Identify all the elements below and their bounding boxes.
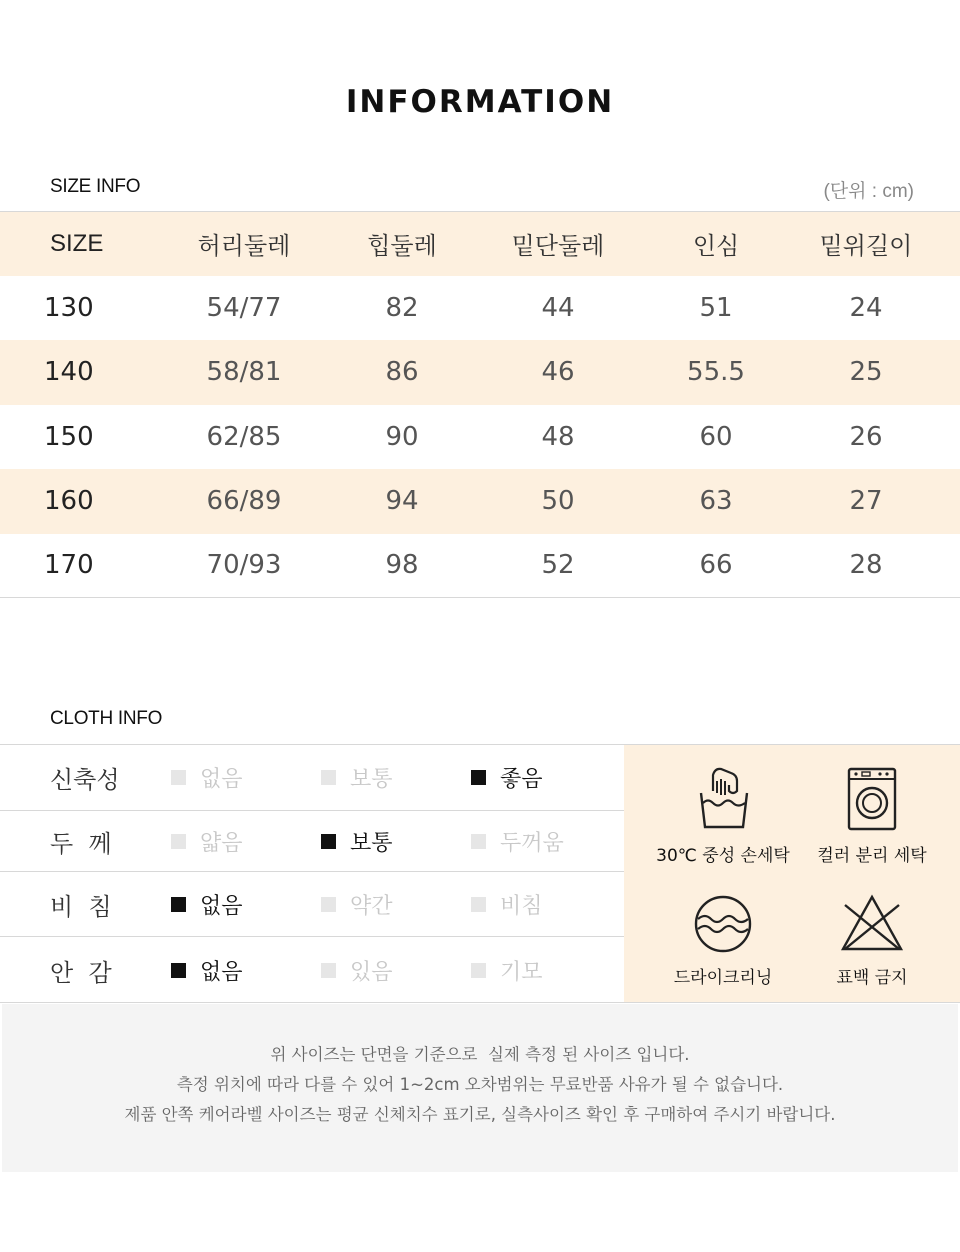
size-cell: 140	[44, 357, 94, 388]
cloth-row-sheerness	[0, 872, 624, 937]
care-item-dry-clean	[648, 895, 798, 988]
option-label: 약간	[350, 893, 393, 919]
cloth-row-label: 안 감	[50, 958, 112, 987]
table-row	[0, 276, 960, 341]
checkbox-square-icon	[471, 963, 486, 978]
inseam-cell: 55.5	[687, 357, 745, 388]
header-inseam: 인심	[692, 232, 740, 261]
note-line: 위 사이즈는 단면을 기준으로 실제 측정 된 사이즈 입니다.	[270, 1045, 690, 1064]
checkbox-square-icon	[471, 770, 486, 785]
hem-cell: 44	[541, 292, 575, 323]
option-item	[471, 937, 543, 1003]
hip-cell: 82	[385, 292, 419, 323]
hem-cell: 52	[541, 550, 575, 581]
care-item-hand-wash	[648, 765, 798, 866]
size-table	[0, 211, 960, 598]
page-title: INFORMATION	[345, 84, 615, 120]
hip-cell: 94	[385, 486, 419, 517]
size-cell: 160	[44, 486, 94, 517]
option-item-selected	[321, 811, 393, 871]
size-cell: 130	[44, 292, 94, 323]
option-label: 보통	[350, 767, 393, 792]
inseam-cell: 51	[699, 292, 733, 323]
unit-note: (단위 : cm)	[823, 181, 914, 202]
cloth-row-label: 비 침	[50, 892, 112, 921]
care-label: 표백 금지	[836, 968, 908, 988]
cloth-row-stretch	[0, 745, 624, 811]
table-row	[0, 405, 960, 470]
hip-cell: 90	[385, 421, 419, 452]
no-bleach-icon	[839, 893, 905, 953]
cloth-row-label: 신축성	[50, 766, 120, 794]
hem-cell: 48	[541, 421, 575, 452]
option-item-selected	[171, 937, 243, 1003]
waist-cell: 62/85	[206, 421, 282, 452]
hem-cell: 46	[541, 357, 575, 388]
cloth-row-label: 두 께	[50, 829, 112, 858]
option-item	[321, 872, 393, 936]
hip-cell: 98	[385, 550, 419, 581]
option-label: 없음	[200, 767, 243, 792]
option-item	[321, 745, 393, 810]
hem-cell: 50	[541, 486, 575, 517]
cloth-attributes	[0, 745, 624, 1002]
option-label: 없음	[200, 959, 243, 985]
care-item-machine-wash	[797, 765, 947, 866]
rise-cell: 28	[849, 550, 883, 581]
size-info-label: SIZE INFO	[50, 176, 141, 197]
checkbox-square-icon	[321, 897, 336, 912]
waist-cell: 58/81	[206, 357, 282, 388]
waist-cell: 70/93	[206, 550, 282, 581]
option-label: 비침	[500, 893, 543, 919]
hand-wash-icon	[693, 765, 753, 831]
checkbox-square-icon	[321, 963, 336, 978]
checkbox-square-icon	[171, 897, 186, 912]
care-label: 30℃ 중성 손세탁	[656, 846, 790, 866]
care-label: 드라이크리닝	[673, 968, 773, 988]
care-instructions-panel	[624, 745, 960, 1002]
dry-clean-icon	[693, 895, 753, 953]
hip-cell: 86	[385, 357, 419, 388]
option-label: 좋음	[500, 767, 543, 792]
option-item	[171, 745, 243, 810]
option-item-selected	[171, 872, 243, 936]
option-item	[321, 937, 393, 1003]
cloth-row-lining	[0, 937, 624, 1003]
checkbox-square-icon	[321, 834, 336, 849]
header-hip: 힙둘레	[367, 232, 437, 261]
rise-cell: 25	[849, 357, 883, 388]
size-cell: 170	[44, 550, 94, 581]
checkbox-square-icon	[321, 770, 336, 785]
header-hem: 밑단둘레	[511, 232, 605, 261]
inseam-cell: 60	[699, 421, 733, 452]
checkbox-square-icon	[471, 897, 486, 912]
checkbox-square-icon	[471, 834, 486, 849]
note-line: 제품 안쪽 케어라벨 사이즈는 평균 신체치수 표기로, 실측사이즈 확인 후 구매하여 주시기 바랍니다.	[124, 1105, 836, 1124]
notes-box	[2, 1004, 958, 1172]
waist-cell: 66/89	[206, 486, 282, 517]
size-cell: 150	[44, 421, 94, 452]
rise-cell: 26	[849, 421, 883, 452]
waist-cell: 54/77	[206, 292, 282, 323]
option-item	[471, 872, 543, 936]
option-label: 두꺼움	[500, 830, 564, 856]
option-label: 얇음	[200, 830, 243, 856]
care-label: 컬러 분리 세탁	[817, 846, 927, 866]
checkbox-square-icon	[171, 770, 186, 785]
option-label: 기모	[500, 959, 543, 985]
cloth-row-thickness	[0, 811, 624, 872]
option-item	[471, 811, 564, 871]
header-waist: 허리둘레	[197, 232, 291, 261]
option-item-selected	[471, 745, 543, 810]
size-table-header	[0, 211, 960, 276]
cloth-info-label: CLOTH INFO	[50, 708, 163, 729]
option-label: 없음	[200, 893, 243, 919]
rise-cell: 27	[849, 486, 883, 517]
checkbox-square-icon	[171, 834, 186, 849]
inseam-cell: 66	[699, 550, 733, 581]
checkbox-square-icon	[171, 963, 186, 978]
option-label: 있음	[350, 959, 393, 985]
note-line: 측정 위치에 따라 다를 수 있어 1~2cm 오차범위는 무료반품 사유가 될 수 없습니다.	[176, 1075, 784, 1094]
table-row	[0, 340, 960, 405]
washing-machine-icon	[846, 765, 898, 831]
rise-cell: 24	[849, 292, 883, 323]
inseam-cell: 63	[699, 486, 733, 517]
header-size: SIZE	[50, 229, 104, 257]
option-item	[171, 811, 243, 871]
option-label: 보통	[350, 830, 393, 856]
table-row	[0, 469, 960, 534]
cloth-info-panel	[0, 744, 960, 1003]
header-rise: 밑위길이	[819, 232, 913, 261]
care-item-no-bleach	[797, 893, 947, 988]
table-row	[0, 534, 960, 599]
